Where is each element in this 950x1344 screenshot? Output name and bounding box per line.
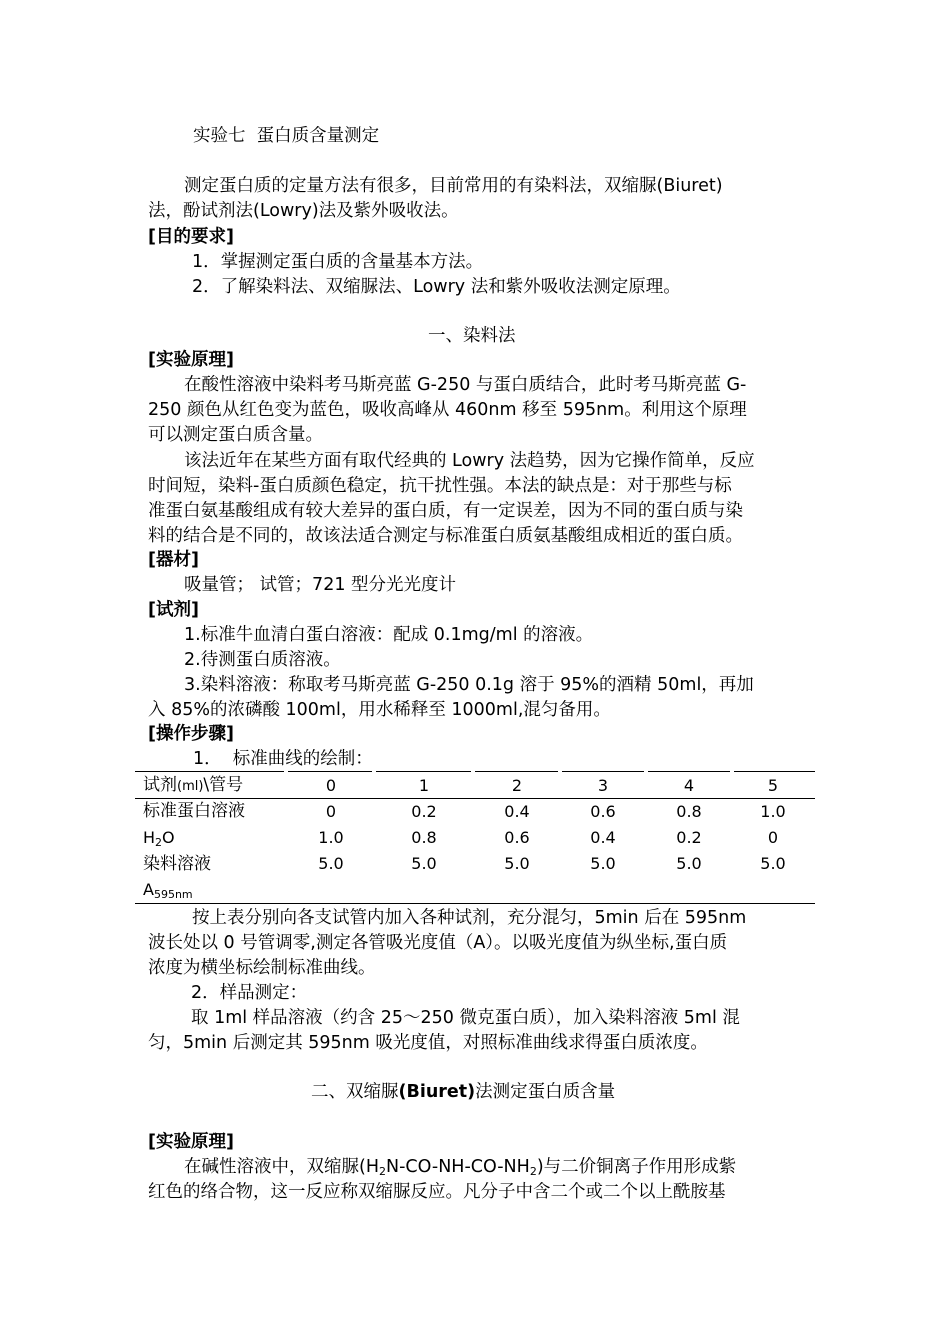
table-row-label: 标准蛋白溶液 [143,801,245,821]
section-title: 二、双缩脲(Biuret)法测定蛋白质含量 [311,1082,616,1102]
table-header-cell: 2 [511,776,523,795]
paragraph-line: 该法近年在某些方面有取代经典的 Lowry 法趋势，因为它操作简单，反应 [184,451,755,471]
table-cell: 0.8 [676,802,702,821]
paragraph-line: 料的结合是不同的，故该法适合测定与标准蛋白质氨基酸组成相近的蛋白质。 [148,526,743,546]
table-cell: 0.6 [590,802,616,821]
table-cell: 5.0 [318,854,344,873]
table-header-cell: 4 [683,776,695,795]
section-title: 一、染料法 [428,326,516,346]
table-cell: 0.4 [504,802,530,821]
paragraph-line: 红色的络合物，这一反应称双缩脲反应。凡分子中含二个或二个以上酰胺基 [148,1182,726,1202]
objective-item: 1．掌握测定蛋白质的含量基本方法。 [192,252,484,272]
table-cell: 0 [325,802,337,821]
table-row-label: 染料溶液 [143,854,211,874]
table-cell: 5.0 [760,854,786,873]
table-row-label: $H_2O$ [143,828,175,849]
principle-heading: [实验原理] [148,350,234,370]
paragraph-line: 取 1ml 样品溶液（约含 25～250 微克蛋白质），加入染料溶液 5ml 混 [191,1008,740,1028]
table-header-cell: 5 [767,776,779,795]
table-cell: 0.8 [411,828,437,847]
paragraph-line: 在碱性溶液中，双缩脲$(H_2N-CO-NH-CO-NH_2)$与二价铜离子作用形成紫 [184,1157,737,1178]
table-cell: 0.2 [676,828,702,847]
table-cell: 5.0 [504,854,530,873]
table-bottom-rule [135,903,815,904]
principle-heading: [实验原理] [148,1132,234,1152]
intro-line: 测定蛋白质的定量方法有很多，目前常用的有染料法，双缩脲(Biuret) [184,176,723,196]
table-cell: 1.0 [318,828,344,847]
table-cell: 0.2 [411,802,437,821]
paragraph-line: 匀，5min 后测定其 595nm 吸光度值，对照标准曲线求得蛋白质浓度。 [148,1033,708,1053]
reagent-item: 2.待测蛋白质溶液。 [184,650,341,670]
objectives-heading: [目的要求] [148,227,234,247]
step-item: 2．样品测定： [191,983,308,1003]
table-cell: 0.6 [504,828,530,847]
table-header-label: 试剂(ml)\管号 [143,775,244,795]
table-header-rule [135,798,815,799]
table-cell: 5.0 [676,854,702,873]
intro-line: 法，酚试剂法(Lowry)法及紫外吸收法。 [148,201,459,221]
objective-item: 2．了解染料法、双缩脲法、Lowry 法和紫外吸收法测定原理。 [192,277,681,297]
paragraph-line: 可以测定蛋白质含量。 [148,425,323,445]
paragraph-line: 波长处以 0 号管调零,测定各管吸光度值（A）。以吸光度值为纵坐标,蛋白质 [148,933,728,953]
table-header-cell: 0 [325,776,337,795]
table-cell: 0.4 [590,828,616,847]
paragraph-line: 浓度为横坐标绘制标准曲线。 [148,958,376,978]
equipment-text: 吸量管； 试管；721 型分光光度计 [184,575,457,595]
reagent-item: 入 85%的浓磷酸 100ml，用水稀释至 1000ml,混匀备用。 [148,700,611,720]
paragraph-line: 250 颜色从红色变为蓝色，吸收高峰从 460nm 移至 595nm。利用这个原理 [148,400,747,420]
page-title: 实验七 蛋白质含量测定 [193,126,380,146]
table-header-cell: 1 [418,776,430,795]
paragraph-line: 准蛋白氨基酸组成有较大差异的蛋白质，有一定误差，因为不同的蛋白质与染 [148,501,743,521]
equipment-heading: [器材] [148,550,199,570]
reagent-item: 1.标准牛血清白蛋白溶液：配成 0.1mg/ml 的溶液。 [184,625,594,645]
table-cell: 0 [767,828,779,847]
paragraph-line: 按上表分别向各支试管内加入各种试剂，充分混匀，5min 后在 595nm [192,908,747,928]
steps-heading: [操作步骤] [148,724,234,744]
table-cell: 1.0 [760,802,786,821]
table-top-rule [135,771,815,772]
reagent-item: 3.染料溶液：称取考马斯亮蓝 G-250 0.1g 溶于 95%的酒精 50ml，再加 [184,675,754,695]
table-cell: 5.0 [411,854,437,873]
table-row-label: $A_{595nm}$ [143,880,193,901]
step-item: 1． 标准曲线的绘制： [193,749,373,769]
table-header-cell: 3 [597,776,609,795]
paragraph-line: 时间短，染料-蛋白质颜色稳定，抗干扰性强。本法的缺点是：对于那些与标 [148,476,732,496]
table-cell: 5.0 [590,854,616,873]
reagents-heading: [试剂] [148,600,199,620]
paragraph-line: 在酸性溶液中染料考马斯亮蓝 G-250 与蛋白质结合，此时考马斯亮蓝 G- [184,375,747,395]
